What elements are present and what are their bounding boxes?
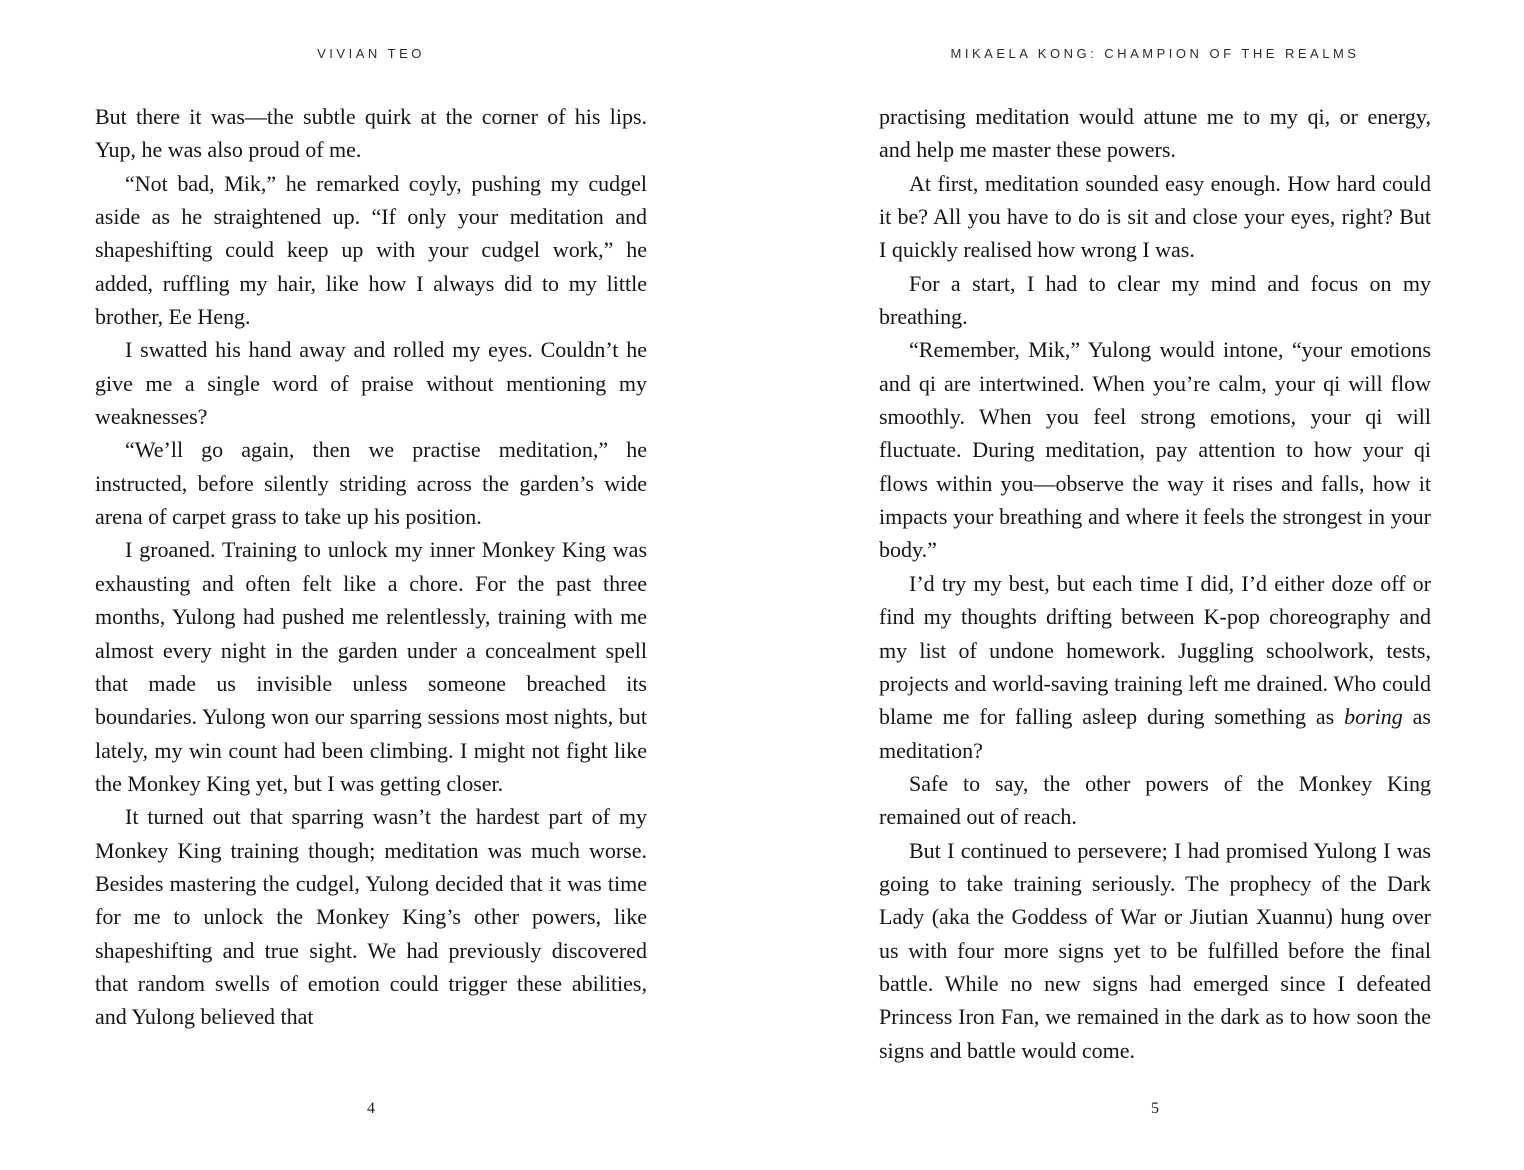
paragraph (95, 800, 647, 1033)
paragraph (879, 567, 1431, 767)
running-head-title: MIKAELA KONG: CHAMPION OF THE REALMS (950, 46, 1360, 61)
text-segment: At first, meditation sounded easy enough. How hard could it be? All you have to do is sit and close your eyes, right? But I quickly realised how wrong I was. (879, 170, 1431, 263)
page-left (95, 0, 647, 1170)
text-segment: Safe to say, the other powers of the Monkey King remained out of reach. (879, 770, 1431, 830)
page-body (95, 100, 647, 1034)
paragraph (879, 333, 1431, 566)
text-segment: For a start, I had to clear my mind and focus on my breathing. (879, 270, 1431, 330)
text-segment: as meditation? (879, 704, 1431, 763)
text-segment: practising meditation would attune me to my qi, or energy, and help me master these powers. (879, 104, 1431, 163)
paragraph (879, 834, 1431, 1067)
paragraph (879, 100, 1431, 167)
text-segment: But I continued to persevere; I had promised Yulong I was going to take training seriously. The prophecy of the Dark Lady (aka the Goddess of War or Jiutian Xuannu) hung over us with four more signs yet to be fulfilled before the final battle. While no new signs had emerged since I defeated Princess Iron Fan, we remained in the dark as to how soon the signs and battle would come. (879, 837, 1431, 1063)
text-segment: “Not bad, Mik,” he remarked coyly, pushing my cudgel aside as he straightened up. “If only your meditation and shapeshifting could keep up with your cudgel work,” he added, ruffling my hair, like how I always did to my little brother, Ee Heng. (95, 170, 647, 330)
emphasized-text: boring (1344, 704, 1403, 730)
paragraph (95, 100, 647, 167)
paragraph (95, 533, 647, 800)
text-segment: “We’ll go again, then we practise meditation,” he instructed, before silently striding across the garden’s wide arena of carpet grass to take up his position. (95, 437, 647, 530)
text-segment: “Remember, Mik,” Yulong would intone, “your emotions and qi are intertwined. When you’re calm, your qi will flow smoothly. When you feel strong emotions, your qi will fluctuate. During meditation, pay attention to how your qi flows within you—observe the way it rises and falls, how it impacts your breathing and where it feels the strongest in your body.” (879, 337, 1431, 563)
page-right (879, 0, 1431, 1170)
paragraph (879, 267, 1431, 334)
paragraph (95, 433, 647, 533)
text-segment: I groaned. Training to unlock my inner Monkey King was exhausting and often felt like a chore. For the past three months, Yulong had pushed me relentlessly, training with me almost every night in the garden under a concealment spell that made us invisible unless someone breached its boundaries. Yulong won our sparring sessions most nights, but lately, my win count had been climbing. I might not fight like the Monkey King yet, but I was getting closer. (95, 537, 647, 796)
page-number: 4 (367, 1100, 375, 1117)
running-head-author: VIVIAN TEO (317, 46, 425, 61)
page-number: 5 (1151, 1100, 1159, 1117)
paragraph (95, 333, 647, 433)
text-segment: It turned out that sparring wasn’t the hardest part of my Monkey King training though; meditation was much worse. Besides mastering the cudgel, Yulong decided that it was time for me to unlock the Monkey King’s other powers, like shapeshifting and true sight. We had previously discovered that random swells of emotion could trigger these abilities, and Yulong believed that (95, 804, 647, 1030)
text-segment: I swatted his hand away and rolled my eyes. Couldn’t he give me a single word of praise without mentioning my weaknesses? (95, 337, 647, 430)
paragraph (879, 767, 1431, 834)
paragraph (879, 167, 1431, 267)
text-segment: I’d try my best, but each time I did, I’d either doze off or find my thoughts drifting between K-pop choreography and my list of undone homework. Juggling schoolwork, tests, projects and world-saving training left me drained. Who could blame me for falling asleep during something as (879, 570, 1431, 730)
page-body (879, 100, 1431, 1067)
paragraph (95, 167, 647, 334)
text-segment: But there it was—the subtle quirk at the corner of his lips. Yup, he was also proud of me. (95, 104, 647, 163)
